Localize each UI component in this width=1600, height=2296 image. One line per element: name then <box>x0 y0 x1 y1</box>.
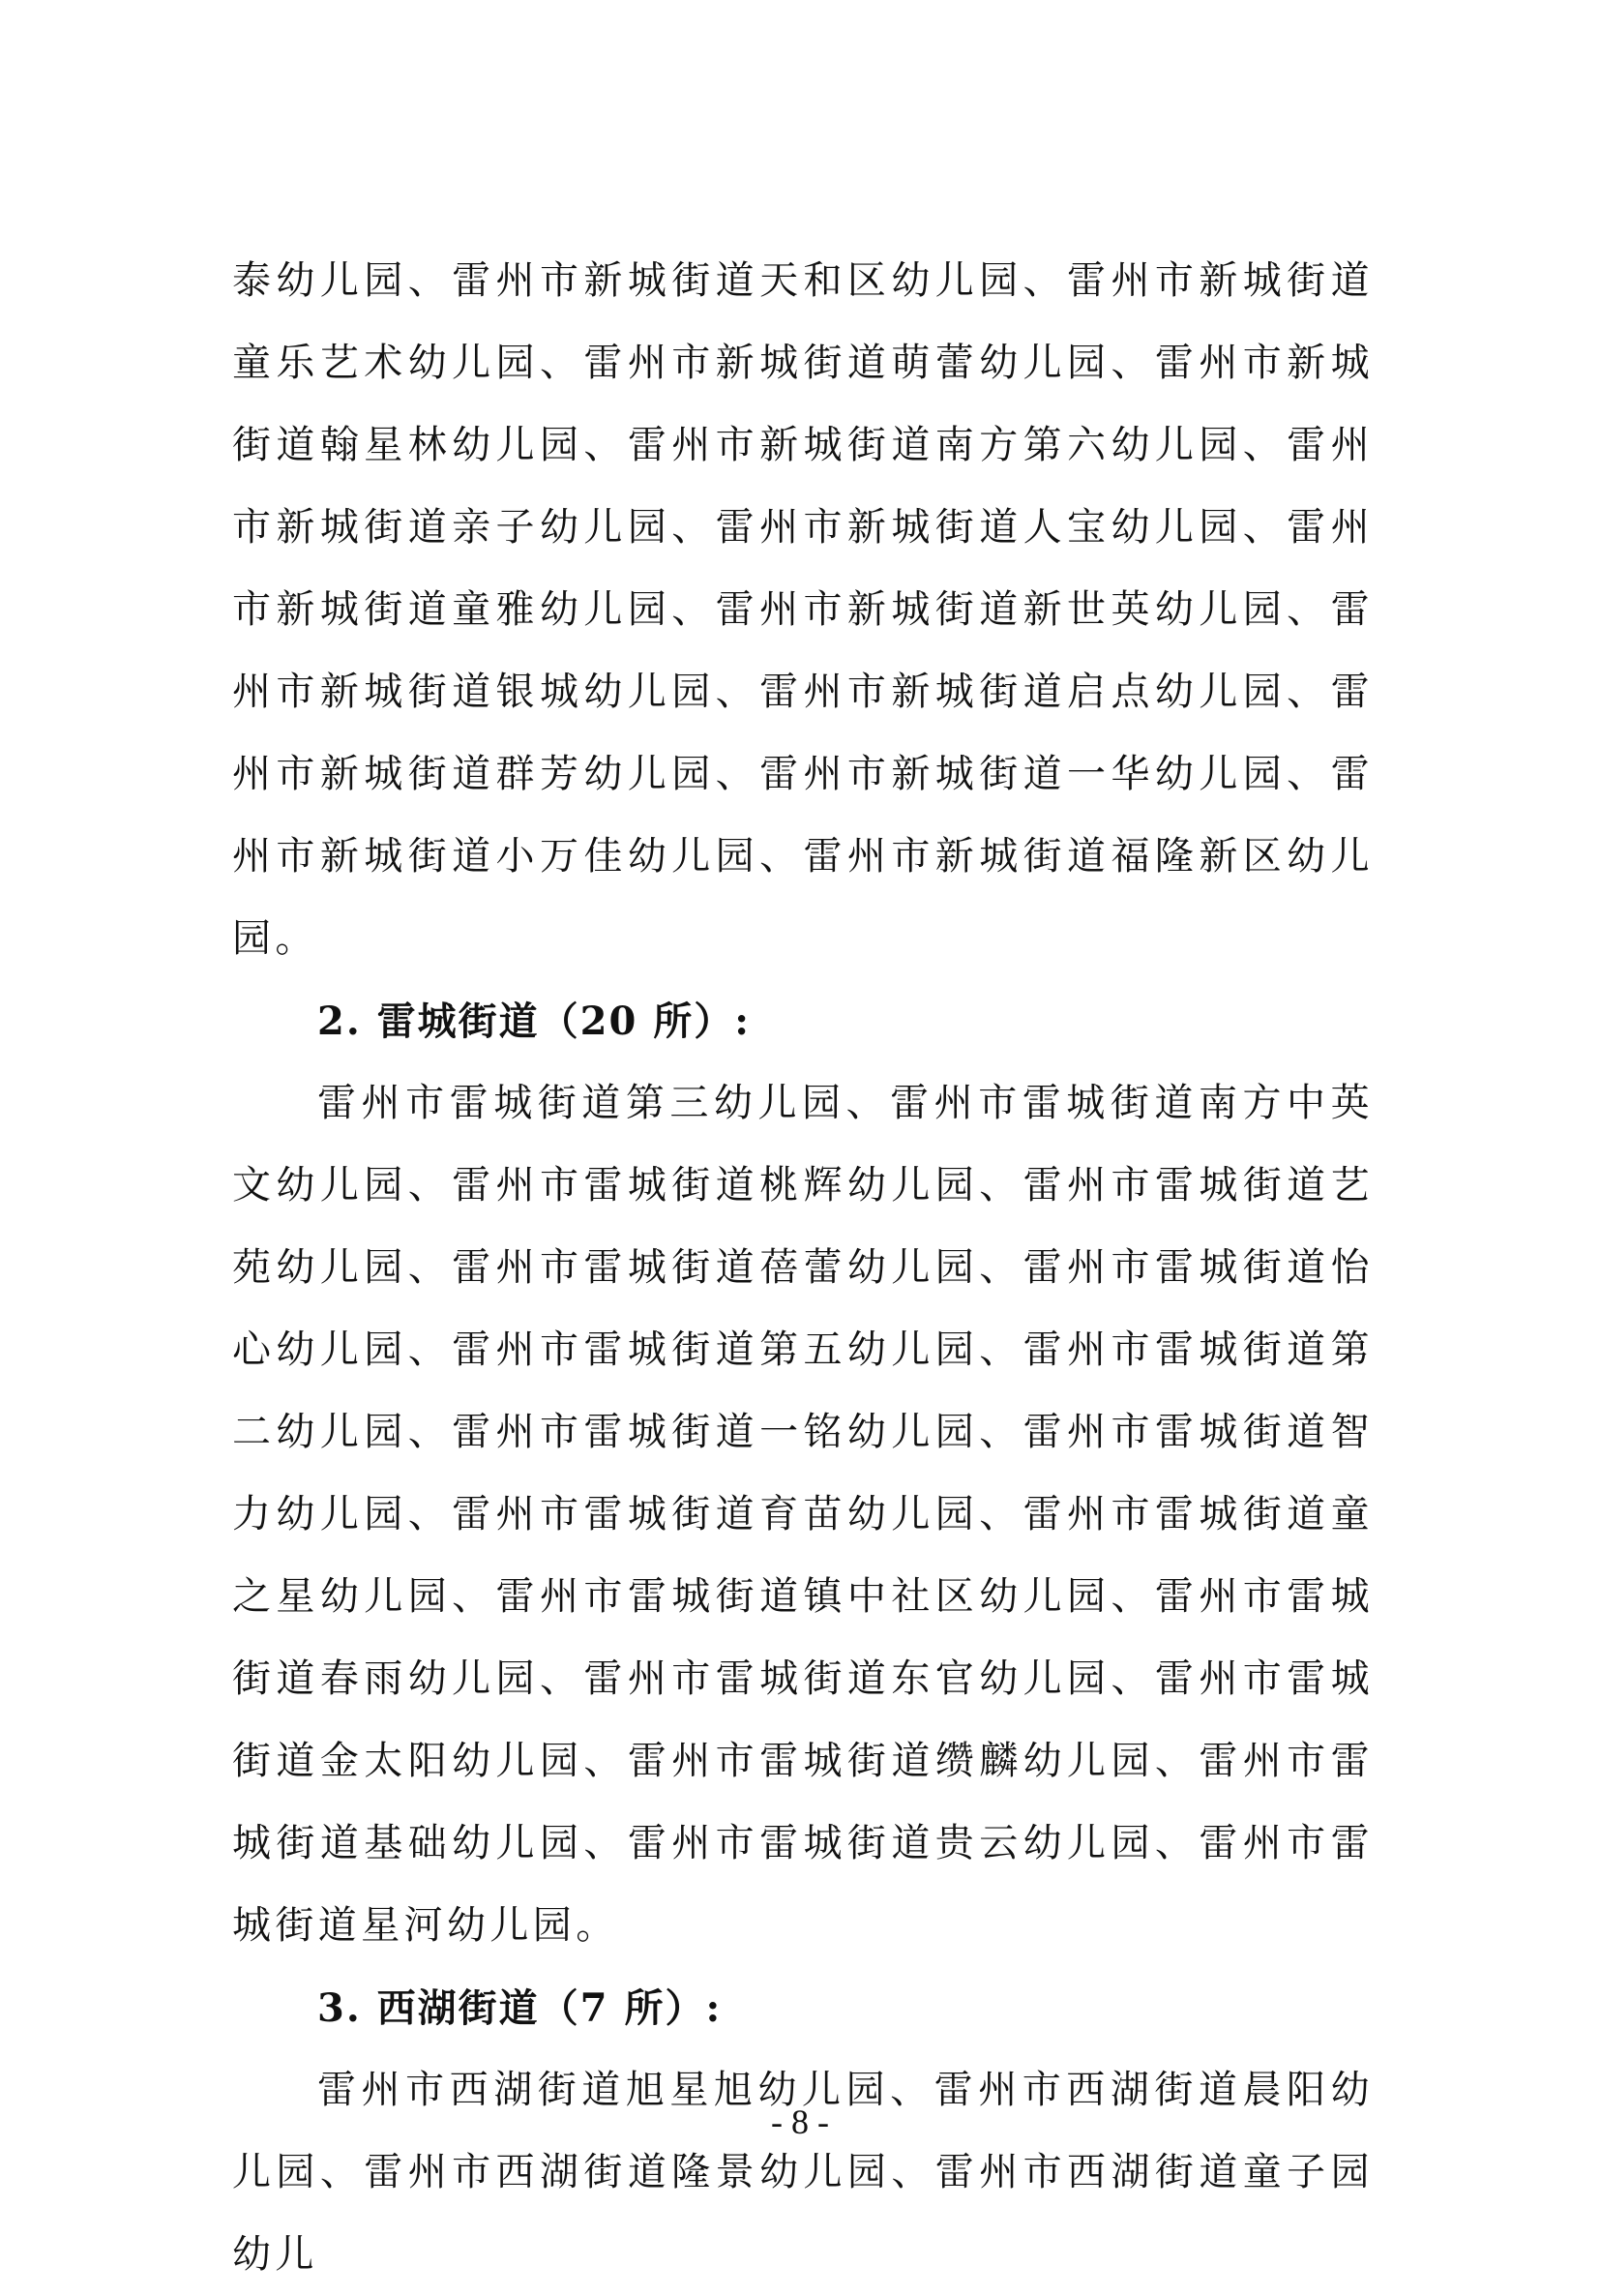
page-number: - 8 - <box>771 2102 829 2141</box>
body-content <box>232 240 1374 2296</box>
paragraph-xihu-list: 雷州市西湖街道旭星旭幼儿园、雷州市西湖街道晨阳幼儿园、雷州市西湖街道隆景幼儿园、雷州市西湖街道童子园幼儿 <box>232 2068 1374 2277</box>
paragraph-xincheng-continued: 泰幼儿园、雷州市新城街道天和区幼儿园、雷州市新城街道童乐艺术幼儿园、雷州市新城街道萌蕾幼儿园、雷州市新城街道翰星林幼儿园、雷州市新城街道南方第六幼儿园、雷州市新城街道亲子幼儿园、雷州市新城街道人宝幼儿园、雷州市新城街道童雅幼儿园、雷州市新城街道新世英幼儿园、雷州市新城街道银城幼儿园、雷州市新城街道启点幼儿园、雷州市新城街道群芳幼儿园、雷州市新城街道一华幼儿园、雷州市新城街道小万佳幼儿园、雷州市新城街道福隆新区幼儿园。 <box>232 258 1374 961</box>
heading-leicheng-subdistrict: 2. 雷城街道（20 所）: <box>317 999 752 1044</box>
heading-xihu-subdistrict: 3. 西湖街道（7 所）: <box>317 1985 723 2031</box>
paragraph-leicheng-list: 雷州市雷城街道第三幼儿园、雷州市雷城街道南方中英文幼儿园、雷州市雷城街道桃辉幼儿园、雷州市雷城街道艺苑幼儿园、雷州市雷城街道蓓蕾幼儿园、雷州市雷城街道怡心幼儿园、雷州市雷城街道第五幼儿园、雷州市雷城街道第二幼儿园、雷州市雷城街道一铭幼儿园、雷州市雷城街道智力幼儿园、雷州市雷城街道育苗幼儿园、雷州市雷城街道童之星幼儿园、雷州市雷城街道镇中社区幼儿园、雷州市雷城街道春雨幼儿园、雷州市雷城街道东官幼儿园、雷州市雷城街道金太阳幼儿园、雷州市雷城街道缵麟幼儿园、雷州市雷城街道基础幼儿园、雷州市雷城街道贵云幼儿园、雷州市雷城街道星河幼儿园。 <box>232 1081 1374 1948</box>
